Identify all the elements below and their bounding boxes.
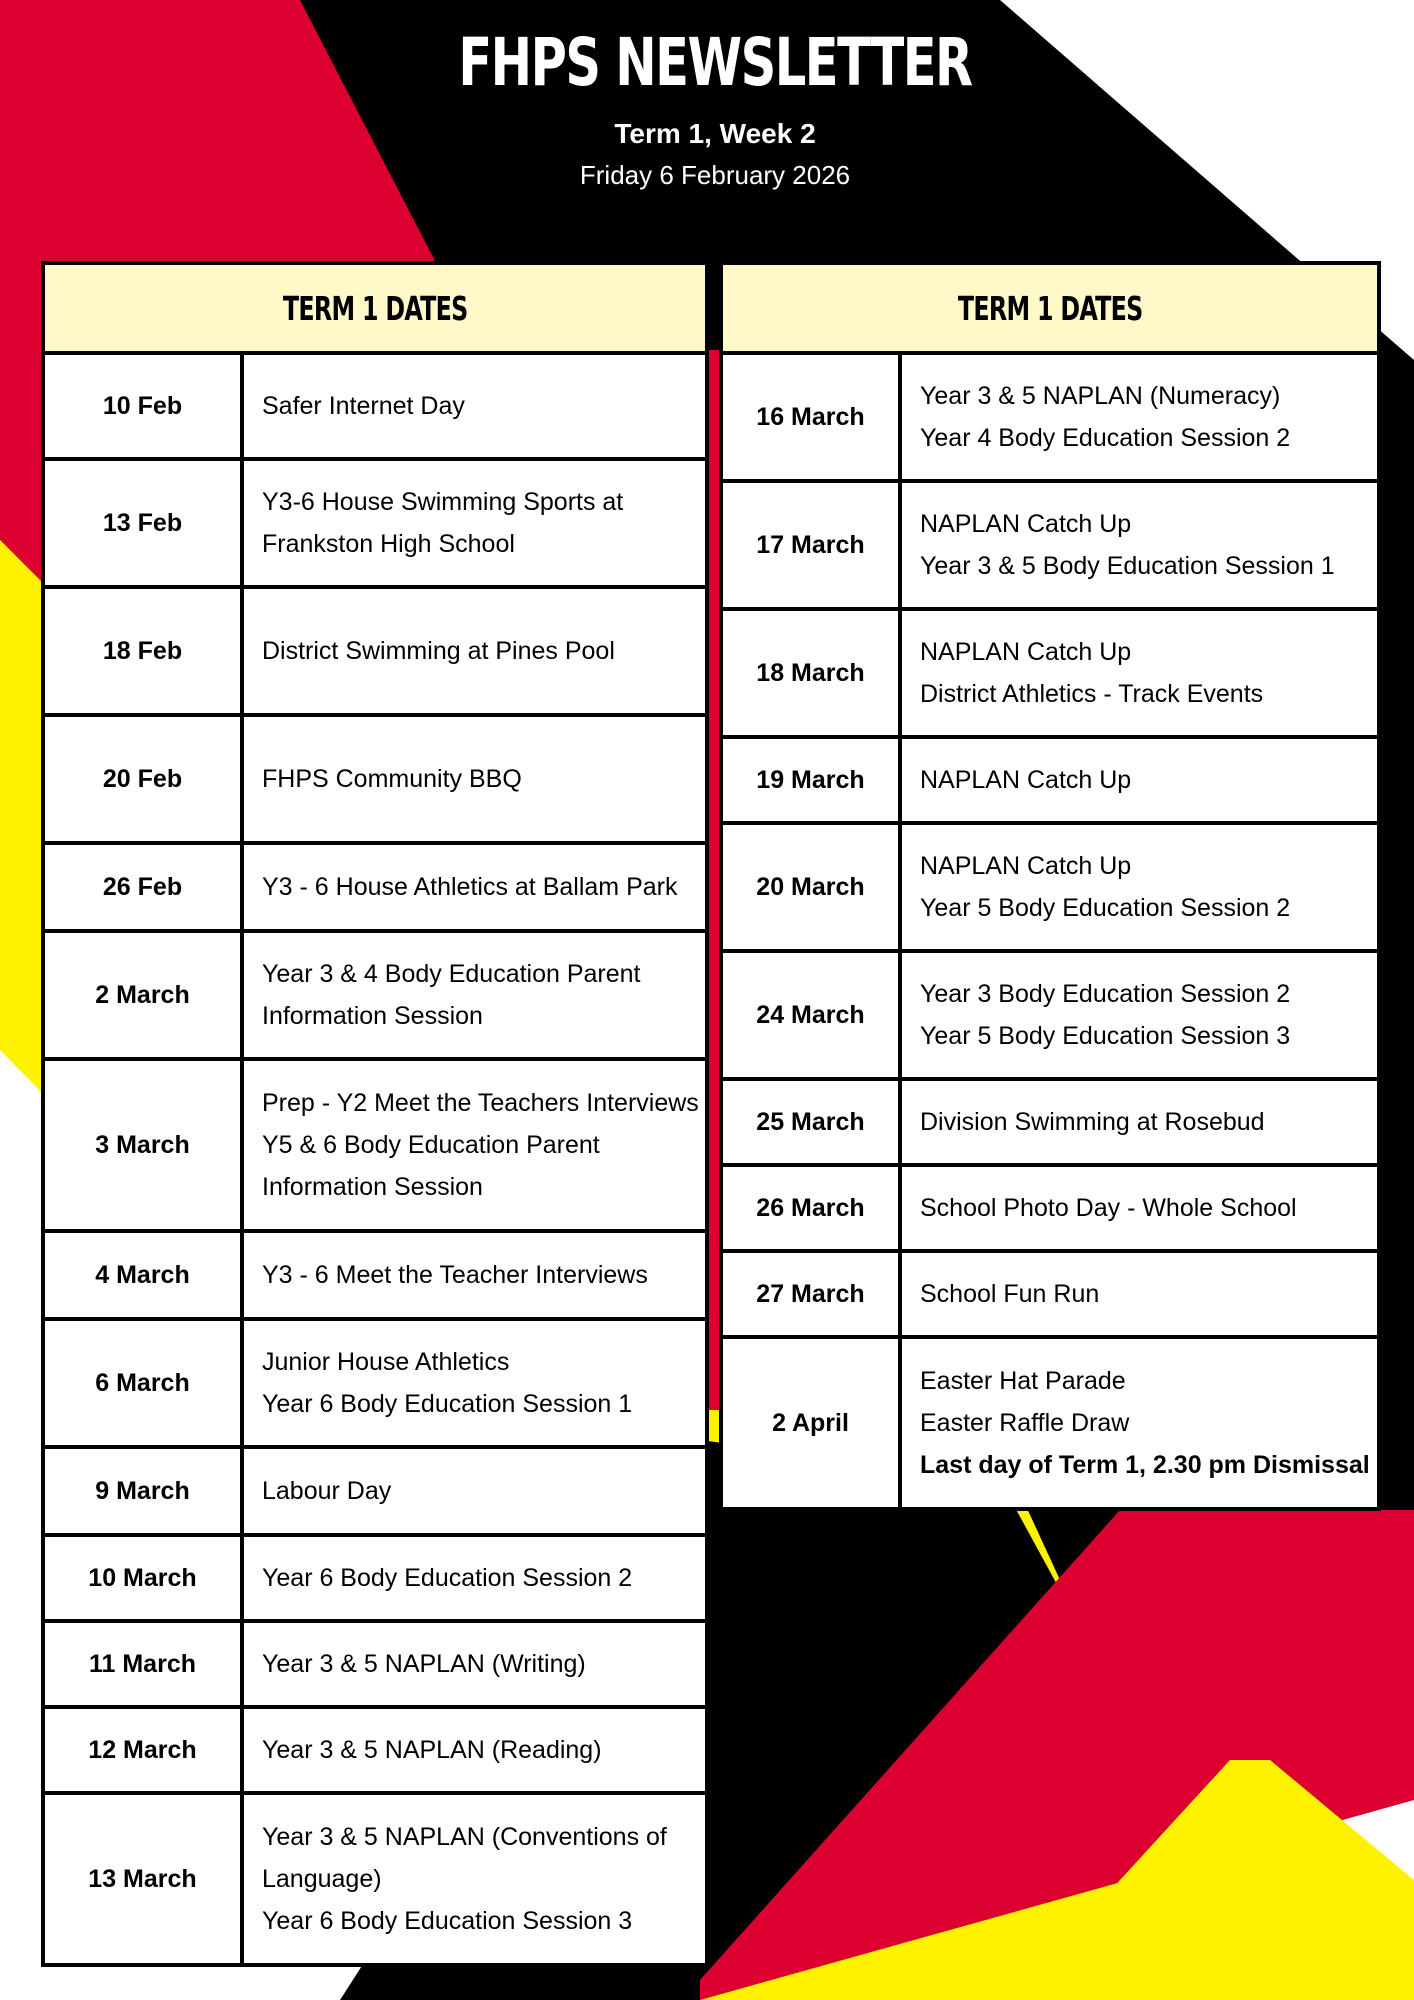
event-text: Year 3 & 5 NAPLAN (Reading) (262, 1736, 602, 1764)
date-cell: 24 March (721, 951, 900, 1079)
event-text: Year 3 & 5 NAPLAN (Writing) (262, 1650, 586, 1678)
event-cell (900, 737, 1379, 823)
event-cell (900, 353, 1379, 481)
table-row (43, 1447, 707, 1535)
date-cell: 18 March (721, 609, 900, 737)
date-cell: 20 Feb (43, 715, 242, 843)
date-cell: 20 March (721, 823, 900, 951)
date-cell: 13 Feb (43, 459, 242, 587)
date-cell: 2 April (721, 1337, 900, 1509)
date-cell: 25 March (721, 1079, 900, 1165)
date-cell: 18 Feb (43, 587, 242, 715)
event-text: District Athletics - Track Events (920, 680, 1264, 708)
event-text: Easter Hat Parade (920, 1367, 1126, 1395)
event-text: Year 6 Body Education Session 3 (262, 1907, 633, 1935)
date-cell: 4 March (43, 1231, 242, 1319)
table-row (43, 587, 707, 715)
event-text: Year 3 Body Education Session 2 (920, 980, 1291, 1008)
event-text: Information Session (262, 1002, 483, 1030)
event-text: Y3 - 6 House Athletics at Ballam Park (262, 873, 678, 901)
event-cell (242, 931, 707, 1059)
table-row (721, 951, 1379, 1079)
event-text: School Photo Day - Whole School (920, 1194, 1297, 1222)
table-row (43, 715, 707, 843)
event-text: NAPLAN Catch Up (920, 510, 1132, 538)
event-cell (242, 1621, 707, 1707)
event-cell (242, 1793, 707, 1965)
event-cell (242, 1231, 707, 1319)
event-text: Language) (262, 1865, 382, 1893)
event-text: Information Session (262, 1173, 483, 1201)
event-cell (242, 1535, 707, 1621)
table-row (721, 823, 1379, 951)
table-row (721, 1337, 1379, 1509)
event-cell (900, 1165, 1379, 1251)
event-cell (242, 1059, 707, 1231)
event-cell (242, 353, 707, 459)
table-row (43, 1319, 707, 1447)
event-text: Year 3 & 4 Body Education Parent (262, 960, 641, 988)
date-cell: 9 March (43, 1447, 242, 1535)
table-row (43, 843, 707, 931)
event-text: Year 5 Body Education Session 3 (920, 1022, 1291, 1050)
event-cell (900, 1079, 1379, 1165)
event-text: Prep - Y2 Meet the Teachers Interviews (262, 1089, 699, 1117)
date-cell: 27 March (721, 1251, 900, 1337)
date-cell: 10 Feb (43, 353, 242, 459)
event-text: District Swimming at Pines Pool (262, 637, 615, 665)
event-text: Year 3 & 5 NAPLAN (Conventions of (262, 1823, 667, 1851)
event-cell (242, 1319, 707, 1447)
event-cell (900, 1337, 1379, 1509)
table-row (721, 353, 1379, 481)
event-cell (242, 1447, 707, 1535)
event-cell (900, 609, 1379, 737)
term-dates-table-right (719, 261, 1381, 1511)
issue-date: Friday 6 February 2026 (579, 160, 851, 190)
term-dates-table-left (41, 261, 709, 1967)
date-cell: 2 March (43, 931, 242, 1059)
table-row (43, 1707, 707, 1793)
table-row (43, 931, 707, 1059)
event-cell (242, 843, 707, 931)
date-cell: 6 March (43, 1319, 242, 1447)
table-row (721, 1165, 1379, 1251)
event-text: Y5 & 6 Body Education Parent (262, 1131, 600, 1159)
event-text: FHPS Community BBQ (262, 765, 522, 793)
table-row (721, 1251, 1379, 1337)
date-cell: 26 Feb (43, 843, 242, 931)
event-text: Labour Day (262, 1477, 392, 1505)
event-text: Safer Internet Day (262, 392, 465, 420)
table-header-row (43, 263, 707, 353)
event-text: Year 3 & 5 NAPLAN (Numeracy) (920, 382, 1281, 410)
event-text: Year 5 Body Education Session 2 (920, 894, 1291, 922)
table-header-row (721, 263, 1379, 353)
event-text-bold: Last day of Term 1, 2.30 pm Dismissal (920, 1451, 1370, 1479)
date-cell: 11 March (43, 1621, 242, 1707)
table-row (721, 609, 1379, 737)
table-row (43, 353, 707, 459)
date-cell: 3 March (43, 1059, 242, 1231)
event-text: Division Swimming at Rosebud (920, 1108, 1265, 1136)
event-cell (242, 587, 707, 715)
event-text: NAPLAN Catch Up (920, 638, 1132, 666)
date-cell: 19 March (721, 737, 900, 823)
table-heading: TERM 1 DATES (282, 288, 468, 328)
event-cell (900, 823, 1379, 951)
table-row (721, 1079, 1379, 1165)
newsletter-title: FHPS NEWSLETTER (458, 24, 972, 101)
table-heading-cell (721, 263, 1379, 353)
date-cell: 13 March (43, 1793, 242, 1965)
table-row (721, 481, 1379, 609)
table-row (43, 1231, 707, 1319)
date-cell: 12 March (43, 1707, 242, 1793)
event-text: Year 4 Body Education Session 2 (920, 424, 1291, 452)
table-row (43, 459, 707, 587)
event-text: Y3 - 6 Meet the Teacher Interviews (262, 1261, 648, 1289)
event-text: Year 3 & 5 Body Education Session 1 (920, 552, 1335, 580)
event-cell (242, 459, 707, 587)
table-heading: TERM 1 DATES (957, 288, 1143, 328)
event-text: Y3-6 House Swimming Sports at (262, 488, 624, 516)
event-text: School Fun Run (920, 1280, 1100, 1308)
event-cell (900, 481, 1379, 609)
table-row (43, 1793, 707, 1965)
date-cell: 10 March (43, 1535, 242, 1621)
term-week-label: Term 1, Week 2 (614, 118, 816, 149)
table-row (43, 1059, 707, 1231)
event-text: Easter Raffle Draw (920, 1409, 1130, 1437)
table-row (43, 1621, 707, 1707)
event-text: Frankston High School (262, 530, 515, 558)
event-text: Year 6 Body Education Session 1 (262, 1390, 633, 1418)
date-cell: 26 March (721, 1165, 900, 1251)
table-row (721, 737, 1379, 823)
date-cell: 17 March (721, 481, 900, 609)
event-text: NAPLAN Catch Up (920, 766, 1132, 794)
table-heading-cell (43, 263, 707, 353)
event-text: NAPLAN Catch Up (920, 852, 1132, 880)
event-text: Junior House Athletics (262, 1348, 510, 1376)
event-cell (242, 1707, 707, 1793)
table-row (43, 1535, 707, 1621)
event-cell (242, 715, 707, 843)
event-cell (900, 1251, 1379, 1337)
date-cell: 16 March (721, 353, 900, 481)
event-text: Year 6 Body Education Session 2 (262, 1564, 633, 1592)
event-cell (900, 951, 1379, 1079)
